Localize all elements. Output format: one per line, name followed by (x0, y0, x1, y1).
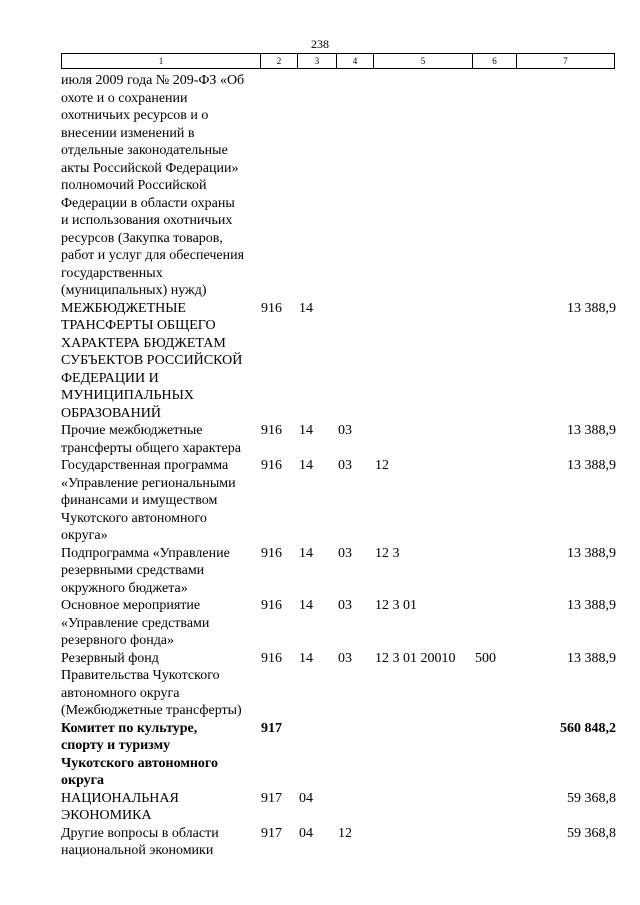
row-name-line: национальной экономики (61, 843, 214, 858)
column-header-1: 1 (62, 54, 261, 69)
row-name-line: НАЦИОНАЛЬНАЯ (61, 790, 179, 806)
table-row (61, 457, 616, 545)
row-name-line: резервного фонда» (61, 633, 175, 648)
table-row (61, 650, 616, 720)
target-article-code: 12 3 01 20010 (375, 650, 456, 666)
row-name (61, 597, 261, 650)
row-name-line: Прочие межбюджетные (61, 423, 203, 438)
table-row (61, 72, 616, 300)
subsection-code (338, 790, 375, 825)
expense-type-code (475, 790, 530, 825)
column-header-6: 6 (473, 54, 517, 69)
budget-table-body (61, 72, 616, 860)
row-name (61, 790, 261, 825)
row-name-line: работ и услуг для обеспечения (61, 248, 245, 263)
ministry-code: 917 (261, 825, 282, 841)
row-name-line: Государственная программа (61, 458, 229, 473)
column-header-3: 3 (298, 54, 337, 69)
row-name-line: государственных (61, 265, 163, 281)
row-name-line: Комитет по культуре, (61, 720, 198, 736)
row-name-line: Резервный фонд (61, 650, 159, 666)
row-name-line: окружного бюджета» (61, 580, 188, 596)
row-name-line: (Межбюджетные трансферты) (61, 703, 242, 718)
row-name-line: внесении изменений в (61, 125, 195, 141)
target-article-code (375, 72, 475, 300)
ministry-code: 916 (261, 598, 282, 613)
row-name-line: Основное мероприятие (61, 598, 201, 613)
table-row (61, 720, 616, 790)
subsection-code: 03 (338, 598, 352, 613)
row-name-line: Чукотского автономного (61, 755, 218, 771)
row-name-line: МУНИЦИПАЛЬНЫХ (61, 388, 194, 403)
table-row (61, 300, 616, 423)
row-name-line: Подпрограмма «Управление (61, 545, 230, 561)
amount-value: 13 388,9 (567, 423, 616, 438)
amount-value (530, 72, 616, 300)
row-name-line: ТРАНСФЕРТЫ ОБЩЕГО (61, 318, 216, 333)
amount-value: 560 848,2 (560, 720, 616, 736)
row-name-line: отдельные законодательные (61, 143, 228, 158)
subsection-code: 03 (338, 545, 352, 561)
expense-type-code (475, 545, 530, 598)
row-name-line: «Управление средствами (61, 615, 210, 631)
subsection-code: 03 (338, 650, 352, 666)
section-code: 14 (299, 423, 313, 438)
row-name-line: охоте и о сохранении (61, 90, 188, 106)
ministry-code (261, 72, 299, 300)
row-name (61, 72, 261, 300)
amount-value: 13 388,9 (567, 300, 616, 316)
row-name (61, 457, 261, 545)
row-name-line: июля 2009 года № 209-ФЗ «Об (61, 73, 245, 88)
column-header-2: 2 (261, 54, 298, 69)
row-name-line: МЕЖБЮДЖЕТНЫЕ (61, 300, 186, 316)
row-name-line: финансами и имуществом (61, 493, 218, 508)
column-header-7: 7 (517, 54, 615, 69)
row-name-line: (муниципальных) нужд) (61, 283, 207, 298)
row-name-line: Федерации в области охраны (61, 195, 235, 211)
table-row (61, 422, 616, 457)
expense-type-code (475, 597, 530, 650)
amount-value: 13 388,9 (567, 598, 616, 613)
ministry-code: 916 (261, 423, 282, 438)
expense-type-code (475, 457, 530, 545)
section-code: 14 (299, 300, 313, 316)
amount-value: 13 388,9 (567, 650, 616, 666)
row-name-line: автономного округа (61, 685, 180, 701)
row-name (61, 825, 261, 860)
expense-type-code: 500 (475, 650, 496, 666)
row-name-line: округа» (61, 528, 108, 543)
column-header-4: 4 (337, 54, 374, 69)
expense-type-code (475, 422, 530, 457)
amount-value: 13 388,9 (567, 545, 616, 561)
table-row (61, 825, 616, 860)
target-article-code: 12 3 (375, 545, 400, 561)
amount-value: 13 388,9 (567, 458, 616, 473)
ministry-code: 916 (261, 300, 282, 316)
subsection-code: 03 (338, 423, 352, 438)
ministry-code: 916 (261, 458, 282, 473)
row-name-line: ФЕДЕРАЦИИ И (61, 370, 159, 386)
section-code: 04 (299, 790, 313, 806)
ministry-code: 916 (261, 650, 282, 666)
column-header-5: 5 (374, 54, 473, 69)
table-row (61, 790, 616, 825)
target-article-code: 12 (375, 458, 389, 473)
row-name-line: акты Российской Федерации» (61, 160, 239, 176)
expense-type-code (475, 300, 530, 423)
subsection-code: 12 (338, 825, 352, 841)
row-name-line: СУБЪЕКТОВ РОССИЙСКОЙ (61, 353, 243, 368)
table-row (61, 545, 616, 598)
expense-type-code (475, 72, 530, 300)
row-name-line: ОБРАЗОВАНИЙ (61, 405, 161, 421)
row-name-line: трансферты общего характера (61, 440, 241, 456)
section-code: 14 (299, 458, 313, 473)
row-name (61, 545, 261, 598)
ministry-code: 917 (261, 720, 282, 736)
section-code (299, 72, 338, 300)
subsection-code: 03 (338, 458, 352, 473)
row-name-line: Чукотского автономного (61, 510, 207, 526)
row-name-line: Правительства Чукотского (61, 668, 220, 683)
row-name-line: и использования охотничьих (61, 213, 233, 228)
row-name (61, 650, 261, 720)
subsection-code (338, 720, 375, 790)
table-row (61, 597, 616, 650)
section-code: 14 (299, 598, 313, 613)
amount-value: 59 368,8 (567, 825, 616, 841)
page-number: 238 (311, 37, 329, 51)
row-name-line: округа (61, 773, 105, 788)
column-header-table (61, 53, 615, 69)
row-name-line: ХАРАКТЕРА БЮДЖЕТАМ (61, 335, 226, 351)
column-header-row (62, 54, 615, 69)
expense-type-code (475, 825, 530, 860)
amount-value: 59 368,8 (567, 790, 616, 806)
ministry-code: 917 (261, 790, 282, 806)
expense-type-code (475, 720, 530, 790)
row-name-line: охотничьих ресурсов и о (61, 108, 209, 123)
row-name-line: ресурсов (Закупка товаров, (61, 230, 223, 246)
row-name-line: ЭКОНОМИКА (61, 808, 152, 823)
section-code: 04 (299, 825, 313, 841)
section-code: 14 (299, 650, 313, 666)
row-name (61, 720, 261, 790)
row-name-line: полномочий Российской (61, 178, 207, 193)
target-article-code: 12 3 01 (375, 598, 417, 613)
subsection-code (338, 72, 375, 300)
row-name-line: спорту и туризму (61, 738, 171, 753)
target-article-code (375, 422, 475, 457)
section-code: 14 (299, 545, 313, 561)
row-name-line: резервными средствами (61, 563, 205, 578)
target-article-code (375, 720, 475, 790)
target-article-code (375, 825, 475, 860)
row-name-line: «Управление региональными (61, 475, 236, 491)
row-name-line: Другие вопросы в области (61, 825, 219, 841)
section-code (299, 720, 338, 790)
ministry-code: 916 (261, 545, 282, 561)
row-name (61, 422, 261, 457)
target-article-code (375, 300, 475, 423)
subsection-code (338, 300, 375, 423)
row-name (61, 300, 261, 423)
target-article-code (375, 790, 475, 825)
